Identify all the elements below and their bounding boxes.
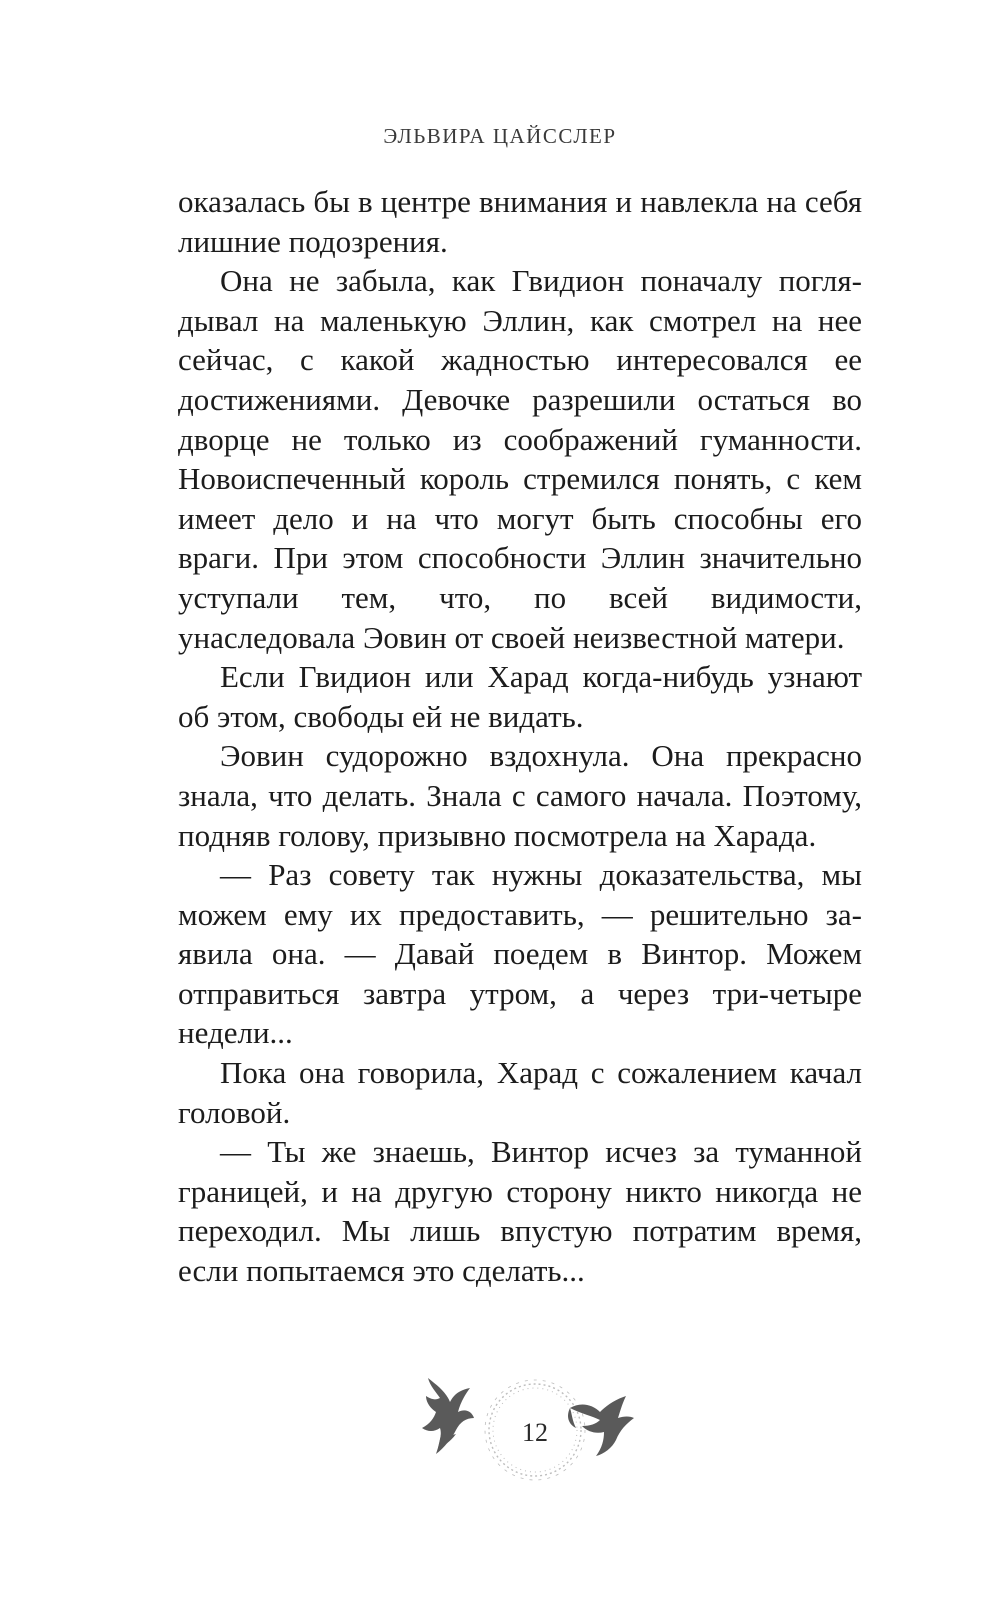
paragraph: — Ты же знаешь, Винтор исчез за туманной границей, и на другую сторону никто никогда не переходил. Мы лишь впустую потратим время, если попытаемся это сделать...	[178, 1134, 862, 1289]
running-header: ЭЛЬВИРА ЦАЙССЛЕР	[383, 124, 617, 148]
paragraph: — Раз совету так нужны доказательства, мы можем ему их предоставить, — решительно заявила она. — Давай поедем в Винтор. Можем отправиться завтра утром, а через три-четыре недели...	[178, 857, 862, 1051]
paragraph: Пока она говорила, Харад с сожалением качал головой.	[178, 1055, 862, 1130]
paragraph: оказалась бы в центре внимания и навлекла на себя лишние подозрения.	[178, 184, 862, 259]
paragraph: Она не забыла, как Гвидион поначалу поглядывал на маленькую Эллин, как смотрел на нее сейчас, с какой жадностью интересовался ее достижениями. Девочке разрешили остаться во дворце не только из соображений гуманности. Новоиспеченный король стремился понять, с кем имеет дело и на что могут быть способны его враги. При этом способности Эллин значительно уступали тем, что, по всей видимости, унаследовала Эовин от своей неизвестной матери.	[178, 263, 862, 655]
page-body	[178, 182, 862, 1291]
paragraph: Если Гвидион или Харад когда-нибудь узнают об этом, свободы ей не видать.	[178, 659, 862, 734]
page-folio	[420, 1372, 650, 1502]
page-number: 12	[522, 1418, 548, 1447]
paragraph: Эовин судорожно вздохнула. Она прекрасно знала, что делать. Знала с самого начала. Поэтому, подняв голову, призывно посмотрела на Харада.	[178, 738, 862, 853]
